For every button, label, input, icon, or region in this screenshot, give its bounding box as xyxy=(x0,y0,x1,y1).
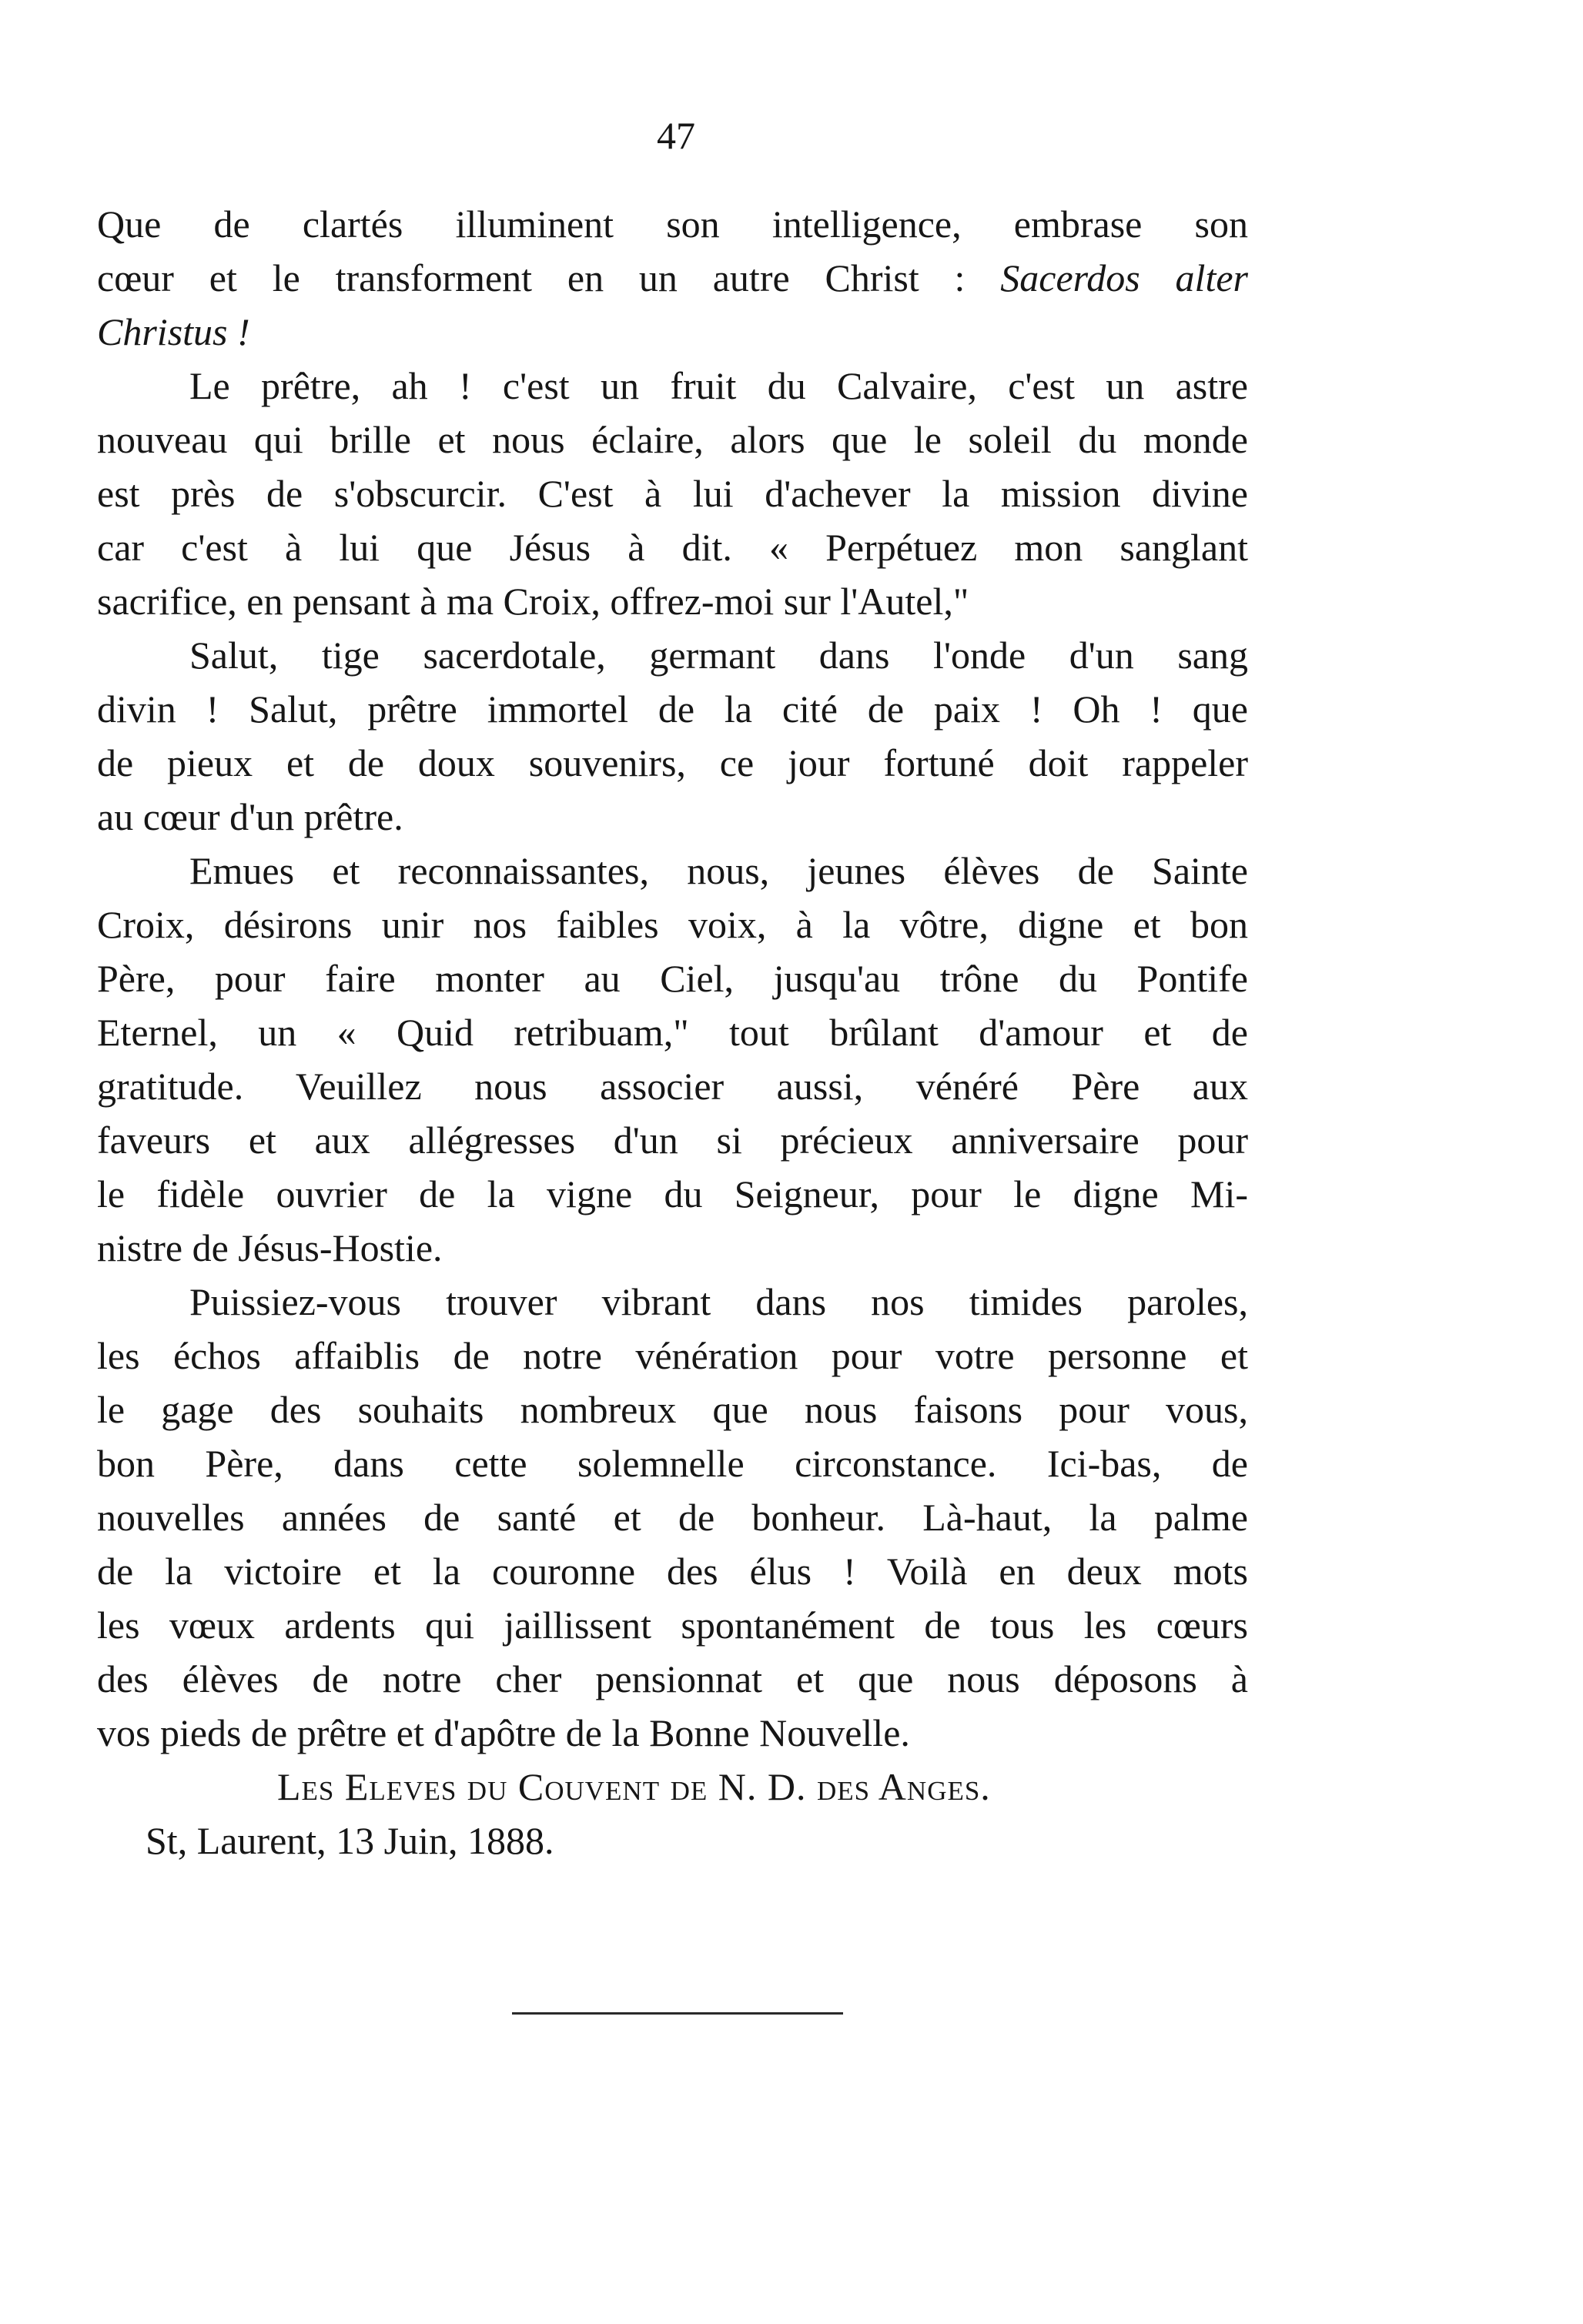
text-line xyxy=(97,359,1248,413)
text-line xyxy=(97,1167,1248,1221)
line-text: cœur et le transforment en un autre Christ : xyxy=(97,256,1001,299)
line-text: nouveau qui brille et nous éclaire, alors que le soleil du monde xyxy=(97,418,1248,461)
text-line xyxy=(97,574,1248,628)
text-line xyxy=(97,1598,1248,1652)
text-line xyxy=(97,1059,1248,1113)
line-text: Le prêtre, ah ! c'est un fruit du Calvaire, c'est un astre xyxy=(189,364,1248,407)
line-text: sacrifice, en pensant à ma Croix, offrez-moi sur l'Autel," xyxy=(97,580,969,623)
page-number: 47 xyxy=(657,114,695,157)
line-text: Que de clartés illuminent son intelligence, embrase son xyxy=(97,202,1248,246)
signature: Les Eleves du Couvent de N. D. des Anges. xyxy=(277,1765,991,1808)
text-line xyxy=(97,466,1248,520)
line-text: des élèves de notre cher pensionnat et que nous déposons à xyxy=(97,1657,1248,1700)
line-text: Croix, désirons unir nos faibles voix, à la vôtre, digne et bon xyxy=(97,903,1248,946)
line-text: les échos affaiblis de notre vénération pour votre personne et xyxy=(97,1334,1248,1377)
text-line xyxy=(97,1436,1248,1490)
text-line xyxy=(97,844,1248,898)
dateline: St, Laurent, 13 Juin, 1888. xyxy=(146,1819,554,1862)
text-line xyxy=(97,736,1248,790)
text-line xyxy=(97,951,1248,1005)
text-line xyxy=(97,1005,1248,1059)
line-text: le gage des souhaits nombreux que nous faisons pour vous, xyxy=(97,1388,1248,1431)
text-line xyxy=(97,628,1248,682)
text-line xyxy=(97,1275,1248,1329)
line-text: le fidèle ouvrier de la vigne du Seigneur, pour le digne Mi- xyxy=(97,1172,1248,1216)
latin-phrase: Sacerdos alter xyxy=(1000,256,1248,299)
line-text: est près de s'obscurcir. C'est à lui d'achever la mission divine xyxy=(97,472,1248,515)
line-text: de la victoire et la couronne des élus ! Voilà en deux mots xyxy=(97,1550,1248,1593)
line-text: divin ! Salut, prêtre immortel de la cité de paix ! Oh ! que xyxy=(97,687,1248,731)
text-line xyxy=(97,1706,1248,1760)
line-text: bon Père, dans cette solemnelle circonstance. Ici-bas, de xyxy=(97,1442,1248,1485)
text-line xyxy=(97,1113,1248,1167)
text-line xyxy=(97,790,1248,844)
text-line xyxy=(97,1490,1248,1544)
line-text: faveurs et aux allégresses d'un si précieux anniversaire pour xyxy=(97,1119,1248,1162)
line-text: gratitude. Veuillez nous associer aussi, vénéré Père aux xyxy=(97,1065,1248,1108)
text-line xyxy=(97,1221,1248,1275)
line-text: au cœur d'un prêtre. xyxy=(97,795,403,838)
line-text: Emues et reconnaissantes, nous, jeunes élèves de Sainte xyxy=(189,849,1248,892)
text-line xyxy=(97,197,1248,251)
line-text: nistre de Jésus-Hostie. xyxy=(97,1226,443,1269)
text-line xyxy=(97,251,1248,305)
line-text: Puissiez-vous trouver vibrant dans nos timides paroles, xyxy=(189,1280,1248,1323)
latin-phrase: Christus ! xyxy=(97,310,250,353)
body-text xyxy=(97,197,1248,1868)
text-line xyxy=(97,1383,1248,1436)
line-text: Père, pour faire monter au Ciel, jusqu'au trône du Pontife xyxy=(97,957,1248,1000)
text-line xyxy=(97,520,1248,574)
text-line xyxy=(97,898,1248,951)
line-text: de pieux et de doux souvenirs, ce jour fortuné doit rappeler xyxy=(97,741,1248,784)
section-divider xyxy=(512,2012,843,2015)
line-text: car c'est à lui que Jésus à dit. « Perpétuez mon sanglant xyxy=(97,526,1248,569)
line-text: Eternel, un « Quid retribuam," tout brûlant d'amour et de xyxy=(97,1011,1248,1054)
text-line xyxy=(97,413,1248,466)
line-text: les vœux ardents qui jaillissent spontanément de tous les cœurs xyxy=(97,1603,1248,1647)
text-line xyxy=(97,1652,1248,1706)
line-text: vos pieds de prêtre et d'apôtre de la Bonne Nouvelle. xyxy=(97,1711,910,1754)
text-line xyxy=(97,1544,1248,1598)
text-line xyxy=(97,1329,1248,1383)
text-line xyxy=(97,682,1248,736)
line-text: nouvelles années de santé et de bonheur. Là-haut, la palme xyxy=(97,1496,1248,1539)
text-line xyxy=(97,305,1248,359)
line-text: Salut, tige sacerdotale, germant dans l'onde d'un sang xyxy=(189,634,1248,677)
